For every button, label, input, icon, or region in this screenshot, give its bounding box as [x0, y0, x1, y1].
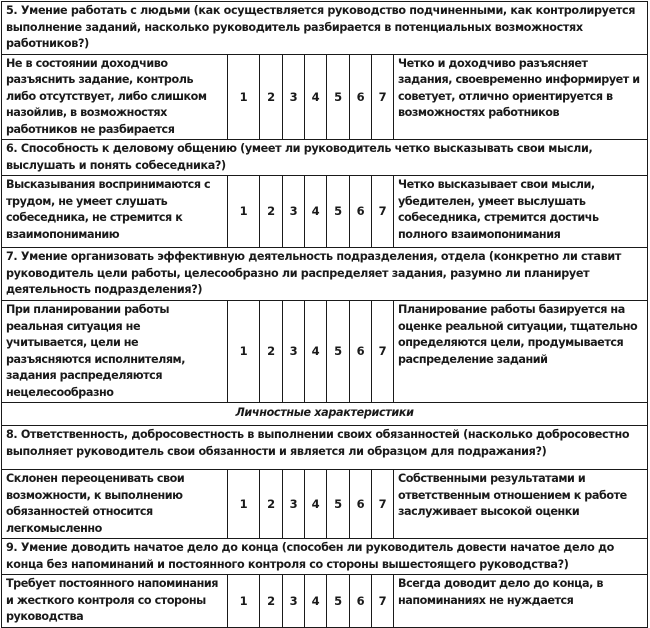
- criterion-header-row: [2, 539, 648, 575]
- score-7-cell[interactable]: 7: [372, 575, 394, 628]
- low-anchor-text: Высказывания воспринимаются с трудом, не умеет слушать собеседника, не стремится к взаимопониманию: [2, 176, 228, 248]
- criterion-title: 6. Способность к деловому общению (умеет ли руководитель четко высказывать свои мысли, выслушать и понять собеседника?): [2, 140, 648, 176]
- rating-form: [1, 1, 646, 628]
- score-5-cell[interactable]: 5: [327, 176, 350, 248]
- score-3-cell[interactable]: 3: [283, 301, 305, 403]
- score-5-cell[interactable]: 5: [327, 575, 350, 628]
- score-4-cell[interactable]: 4: [305, 575, 327, 628]
- rating-row: [2, 470, 648, 539]
- score-2-cell[interactable]: 2: [260, 575, 283, 628]
- score-3-cell[interactable]: 3: [283, 470, 305, 539]
- score-7-cell[interactable]: 7: [372, 470, 394, 539]
- rating-row: [2, 54, 648, 140]
- score-5-cell[interactable]: 5: [327, 54, 350, 140]
- low-anchor-text: При планировании работы реальная ситуация не учитывается, цели не разъясняются исполнителям, задания распределяются нецелесообразно: [2, 301, 228, 403]
- criterion-title: 7. Умение организовать эффективную деятельность подразделения, отдела (конкретно ли ставит руководитель цели работы, целесообразно ли распределяет задания, разумно ли планирует деятельность подразделения?): [2, 248, 648, 301]
- low-anchor-text: Склонен переоценивать свои возможности, к выполнению обязанностей относится легкомысленно: [2, 470, 228, 539]
- high-anchor-text: Четко и доходчиво разъясняет задания, своевременно информирует и советует, отлично ориентируется в возможностях работников: [394, 54, 648, 140]
- score-5-cell[interactable]: 5: [327, 301, 350, 403]
- score-6-cell[interactable]: 6: [350, 575, 372, 628]
- score-2-cell[interactable]: 2: [260, 176, 283, 248]
- score-4-cell[interactable]: 4: [305, 54, 327, 140]
- score-7-cell[interactable]: 7: [372, 54, 394, 140]
- score-5-cell[interactable]: 5: [327, 470, 350, 539]
- score-7-cell[interactable]: 7: [372, 176, 394, 248]
- high-anchor-text: Собственными результатами и ответственным отношением к работе заслуживает высокой оценки: [394, 470, 648, 539]
- score-1-cell[interactable]: 1: [228, 176, 260, 248]
- score-2-cell[interactable]: 2: [260, 470, 283, 539]
- score-1-cell[interactable]: 1: [228, 301, 260, 403]
- score-4-cell[interactable]: 4: [305, 470, 327, 539]
- score-6-cell[interactable]: 6: [350, 54, 372, 140]
- criterion-header-row: [2, 2, 648, 55]
- criterion-header-row: [2, 140, 648, 176]
- score-3-cell[interactable]: 3: [283, 176, 305, 248]
- high-anchor-text: Всегда доводит дело до конца, в напоминаниях не нуждается: [394, 575, 648, 628]
- score-6-cell[interactable]: 6: [350, 176, 372, 248]
- section-title-personal: Личностные характеристики: [2, 403, 648, 426]
- score-6-cell[interactable]: 6: [350, 301, 372, 403]
- criterion-title: 8. Ответственность, добросовестность в выполнении своих обязанностей (насколько добросовестно выполняет руководитель свои обязанности и является ли образцом для подражания?): [2, 426, 648, 470]
- criterion-header-row: [2, 248, 648, 301]
- low-anchor-text: Не в состоянии доходчиво разъяснить задание, контроль либо отсутствует, либо слишком назойлив, в возможностях работников не разбирается: [2, 54, 228, 140]
- section-header-row: [2, 403, 648, 426]
- score-1-cell[interactable]: 1: [228, 54, 260, 140]
- score-4-cell[interactable]: 4: [305, 301, 327, 403]
- score-2-cell[interactable]: 2: [260, 301, 283, 403]
- high-anchor-text: Четко высказывает свои мысли, убедителен, умеет выслушать собеседника, стремится достичь полного взаимопонимания: [394, 176, 648, 248]
- rating-table: [1, 1, 648, 628]
- score-7-cell[interactable]: 7: [372, 301, 394, 403]
- low-anchor-text: Требует постоянного напоминания и жесткого контроля со стороны руководства: [2, 575, 228, 628]
- rating-row: [2, 301, 648, 403]
- criterion-title: 5. Умение работать с людьми (как осуществляется руководство подчиненными, как контролируется выполнение заданий, насколько руководитель разбирается в потенциальных возможностях работников?): [2, 2, 648, 55]
- high-anchor-text: Планирование работы базируется на оценке реальной ситуации, тщательно определяются цели, продумывается распределение заданий: [394, 301, 648, 403]
- rating-row: [2, 176, 648, 248]
- score-3-cell[interactable]: 3: [283, 575, 305, 628]
- score-1-cell[interactable]: 1: [228, 470, 260, 539]
- score-1-cell[interactable]: 1: [228, 575, 260, 628]
- score-4-cell[interactable]: 4: [305, 176, 327, 248]
- rating-row: [2, 575, 648, 628]
- score-2-cell[interactable]: 2: [260, 54, 283, 140]
- score-6-cell[interactable]: 6: [350, 470, 372, 539]
- score-3-cell[interactable]: 3: [283, 54, 305, 140]
- criterion-title: 9. Умение доводить начатое дело до конца (способен ли руководитель довести начатое дело до конца без напоминаний и постоянного контроля со стороны вышестоящего руководства?): [2, 539, 648, 575]
- criterion-header-row: [2, 426, 648, 470]
